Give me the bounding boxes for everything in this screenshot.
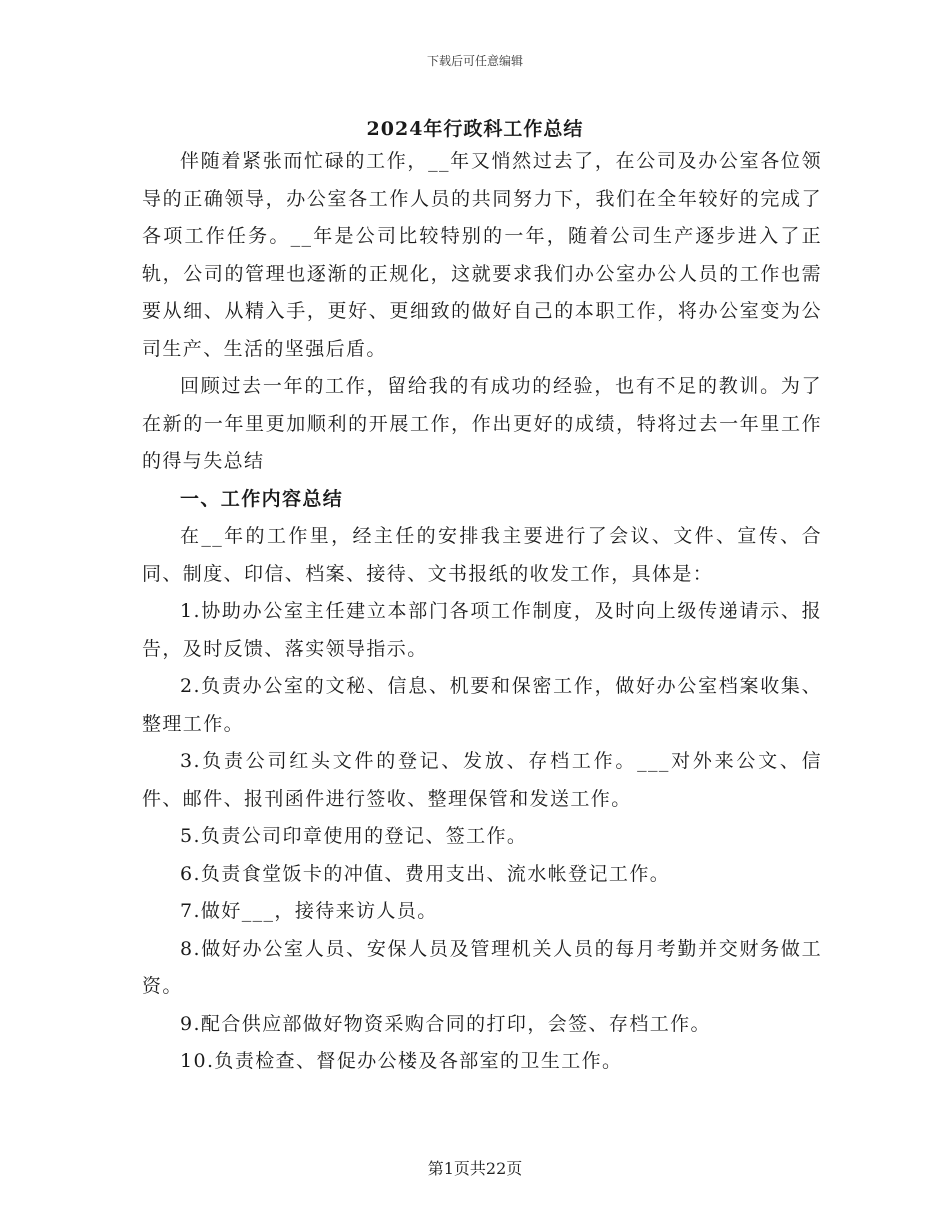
list-item: 9.配合供应部做好物资采购合同的打印，会签、存档工作。	[180, 1012, 711, 1035]
document-title: 2024年行政科工作总结	[366, 118, 584, 140]
paragraph: 伴随着紧张而忙碌的工作，__年又悄然过去了，在公司及办公室各位领导的正确领导，办公室各工作人员的共同努力下，我们在全年较好的完成了各项工作任务。__年是公司比较特别的一年，随着公司生产逐步进入了正轨，公司的管理也逐渐的正规化，这就要求我们办公室办公人员的工作也需要从细、从精入手，更好、更细致的做好自己的本职工作，将办公室变为公司生产、生活的坚强后盾。	[142, 150, 822, 360]
header-note: 下载后可任意编辑	[426, 54, 523, 68]
section-heading: 一、工作内容总结	[180, 487, 344, 510]
section-intro: 在__年的工作里，经主任的安排我主要进行了会议、文件、宣传、合同、制度、印信、档案、接待、文书报纸的收发工作，具体是：	[142, 525, 822, 585]
list-item: 8.做好办公室人员、安保人员及管理机关人员的每月考勤并交财务做工资。	[142, 937, 822, 997]
list-item: 6.负责食堂饭卡的冲值、费用支出、流水帐登记工作。	[180, 862, 671, 885]
list-item: 7.做好___，接待来访人员。	[180, 900, 438, 922]
document-body	[142, 143, 822, 1081]
paragraph: 回顾过去一年的工作，留给我的有成功的经验，也有不足的教训。为了在新的一年里更加顺利的开展工作，作出更好的成绩，特将过去一年里工作的得与失总结	[142, 375, 822, 472]
list-item: 3.负责公司红头文件的登记、发放、存档工作。___对外来公文、信件、邮件、报刊函件进行签收、整理保管和发送工作。	[142, 750, 822, 810]
list-item: 2.负责办公室的文秘、信息、机要和保密工作，做好办公室档案收集、整理工作。	[142, 675, 822, 735]
list-item: 1.协助办公室主任建立本部门各项工作制度，及时向上级传递请示、报告，及时反馈、落实领导指示。	[142, 600, 822, 660]
list-item: 5.负责公司印章使用的登记、签工作。	[180, 825, 528, 847]
page-number: 第1页共22页	[427, 1159, 523, 1178]
list-item: 10.负责检查、督促办公楼及各部室的卫生工作。	[180, 1050, 623, 1072]
